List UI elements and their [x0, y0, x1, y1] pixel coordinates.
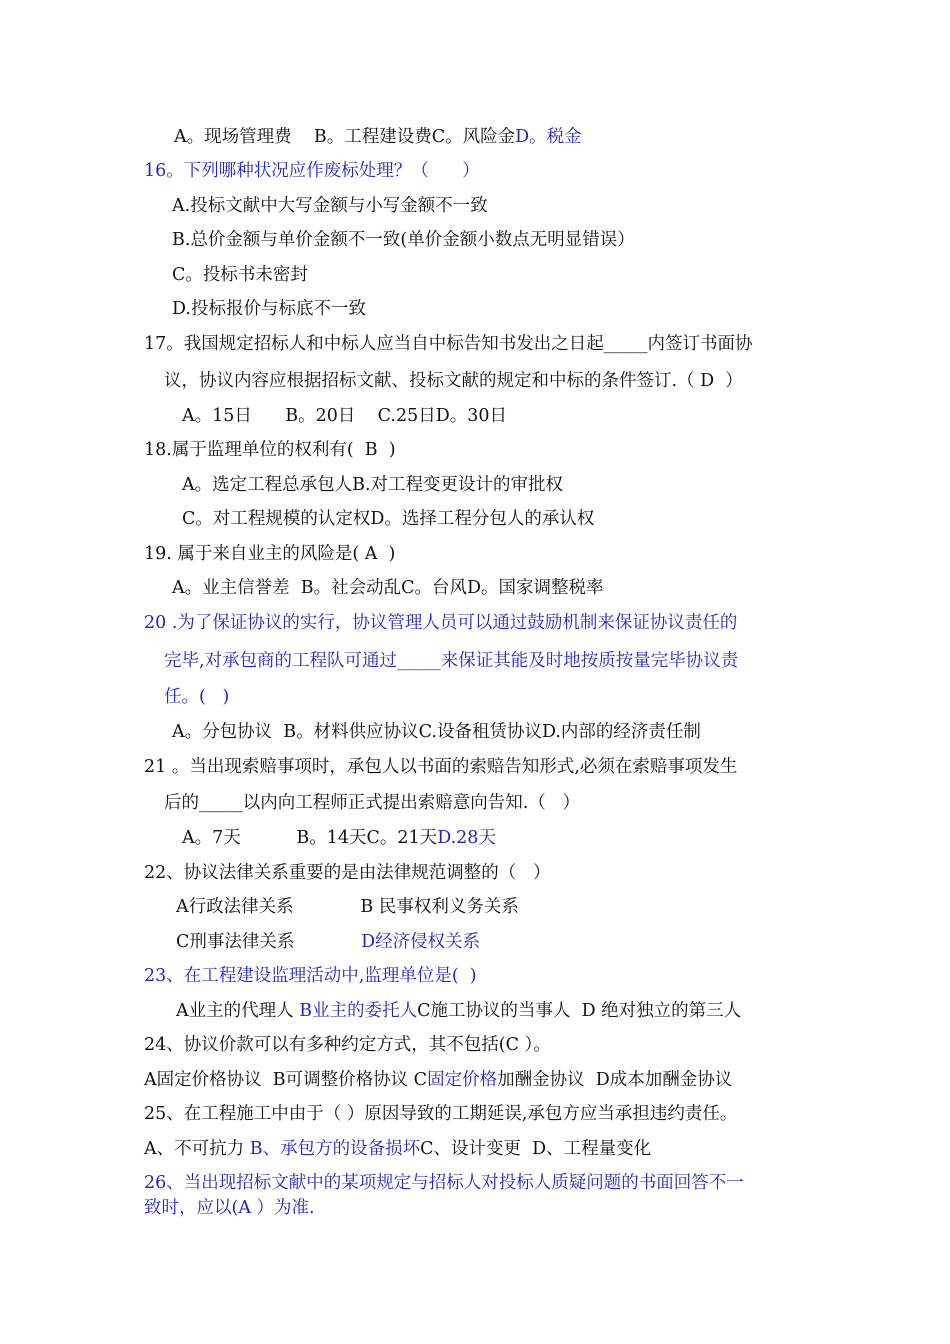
q23-question — [144, 965, 477, 987]
text-run: 23、在工程建设监理活动中,监理单位是( ) — [144, 966, 477, 986]
text-run: A业主的代理人 — [176, 1001, 300, 1021]
q19-question — [144, 543, 395, 565]
text-run: A。15日 B。20日 C.25日D。30日 — [182, 406, 508, 426]
text-run: 完毕,对承包商的工程队可通过_____来保证其能及时地按质按量完毕协议责 — [164, 651, 739, 671]
text-run: C施工协议的当事人 D 绝对独立的第三人 — [417, 1001, 742, 1021]
text-run-answer: B、承包方的设备损坏 — [249, 1139, 421, 1159]
q25-options — [144, 1138, 651, 1160]
text-run: 17。我国规定招标人和中标人应当自中标告知书发出之日起_____内签订书面协 — [144, 334, 753, 354]
text-run: A行政法律关系 B 民事权利义务关系 — [176, 897, 519, 917]
text-run: A、不可抗力 — [144, 1139, 250, 1159]
q22-options-cd — [176, 931, 480, 953]
text-run: 致时，应以(A ）为准. — [144, 1198, 315, 1218]
q17-options — [182, 405, 507, 427]
q21-question-line1 — [144, 756, 737, 778]
q17-question-line2 — [164, 370, 743, 392]
q26-question-line1 — [144, 1172, 744, 1194]
q20-question-line1 — [144, 612, 737, 634]
text-run: A。现场管理费 B。工程建设费C。风险金 — [174, 127, 516, 147]
q16-question — [144, 160, 480, 182]
q25-question — [144, 1103, 737, 1125]
q15-options — [174, 126, 582, 148]
q22-options-ab — [176, 896, 519, 918]
text-run: A固定价格协议 B可调整价格协议 C — [144, 1070, 428, 1090]
q22-question — [144, 862, 550, 884]
text-run: 21 。当出现索赔事项时，承包人以书面的索赔告知形式,必须在索赔事项发生 — [144, 757, 738, 777]
q18-question — [144, 439, 396, 461]
text-run-answer: D。税金 — [515, 127, 582, 147]
text-run: 任。( ) — [164, 687, 230, 707]
text-run: 26、当出现招标文献中的某项规定与招标人对投标人质疑问题的书面回答不一 — [144, 1173, 744, 1193]
text-run: A。业主信誉差 B。社会动乱C。台风D。国家调整税率 — [172, 578, 604, 598]
q20-question-line2 — [164, 650, 738, 672]
text-run: B.总价金额与单价金额不一致(单价金额小数点无明显错误） — [172, 230, 635, 250]
text-run-answer: D经济侵权关系 — [361, 932, 481, 952]
q24-options — [144, 1069, 732, 1091]
text-run: 加酬金协议 D成本加酬金协议 — [497, 1070, 733, 1090]
text-run: C。投标书未密封 — [172, 265, 308, 285]
text-run: 后的_____以内向工程师正式提出索赔意向告知.（ ） — [164, 793, 580, 813]
text-run: A.投标文献中大写金额与小写金额不一致 — [172, 196, 488, 216]
text-run: D.投标报价与标底不一致 — [172, 299, 366, 319]
q20-question-line3 — [164, 686, 229, 708]
q26-question-line2 — [144, 1197, 315, 1219]
q21-options — [182, 827, 496, 849]
q16-option-b — [172, 229, 635, 251]
q18-options-ab — [182, 474, 563, 496]
text-run: A。7天 B。14天C。21天 — [182, 828, 438, 848]
text-run: 20 .为了保证协议的实行，协议管理人员可以通过鼓励机制来保证协议责任的 — [144, 613, 738, 633]
text-run: C刑事法律关系 — [176, 932, 362, 952]
text-run: 议，协议内容应根据招标文献、投标文献的规定和中标的条件签订.（ D ） — [164, 371, 743, 391]
q24-question — [144, 1034, 551, 1056]
text-run: 16。下列哪种状况应作废标处理？（ ） — [144, 161, 480, 181]
q23-options — [176, 1000, 741, 1022]
q21-question-line2 — [164, 792, 580, 814]
text-run: 18.属于监理单位的权利有( B ) — [144, 440, 396, 460]
q18-options-cd — [182, 508, 594, 530]
text-run-answer: D.28天 — [437, 828, 496, 848]
q20-options — [172, 721, 701, 743]
text-run: C。对工程规模的认定权D。选择工程分包人的承认权 — [182, 509, 595, 529]
text-run-answer: B业主的委托人 — [299, 1001, 418, 1021]
q17-question-line1 — [144, 333, 753, 355]
text-run-answer: 固定价格 — [427, 1070, 498, 1090]
text-run: 19. 属于来自业主的风险是( A ) — [144, 544, 396, 564]
text-run: C、设计变更 D、工程量变化 — [420, 1139, 652, 1159]
text-run: 25、在工程施工中由于（ ）原因导致的工期延误,承包方应当承担违约责任。 — [144, 1104, 738, 1124]
q16-option-d — [172, 298, 366, 320]
text-run: A。选定工程总承包人B.对工程变更设计的审批权 — [182, 475, 564, 495]
text-run: 24、协议价款可以有多种约定方式，其不包括(C ）。 — [144, 1035, 551, 1055]
text-run: 22、协议法律关系重要的是由法律规范调整的（ ） — [144, 863, 551, 883]
q16-option-c — [172, 264, 308, 286]
q16-option-a — [172, 195, 488, 217]
text-run: A。分包协议 B。材料供应协议C.设备租赁协议D.内部的经济责任制 — [172, 722, 701, 742]
q19-options — [172, 577, 604, 599]
